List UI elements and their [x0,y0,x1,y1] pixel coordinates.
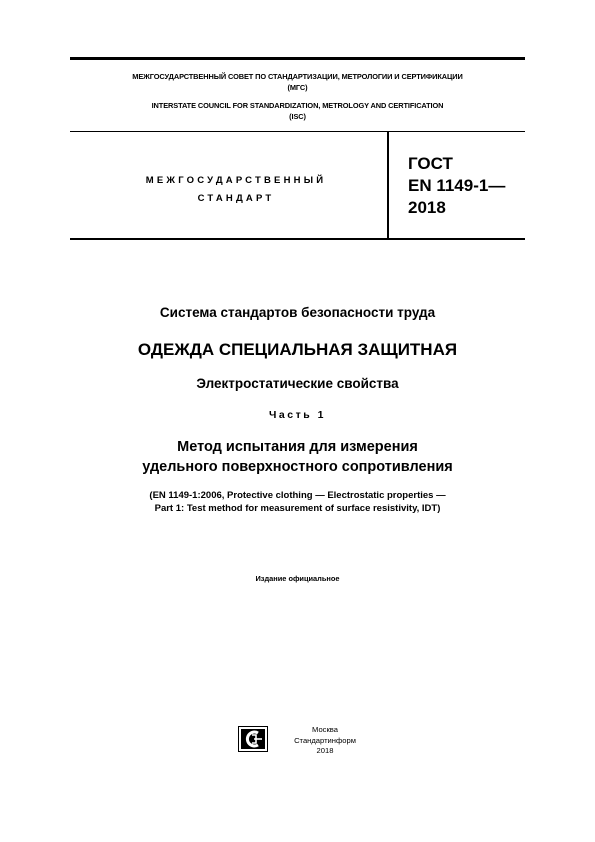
part-label: Часть 1 [269,409,326,421]
council-en-line1: INTERSTATE COUNCIL FOR STANDARDIZATION, METROLOGY AND CERTIFICATION [151,101,444,110]
gost-line2: EN 1149-1— [408,176,506,195]
ref-line2: Part 1: Test method for measurement of surface resistivity, IDT) [154,502,441,514]
gost-line3: 2018 [408,198,446,217]
system-title: Система стандартов безопасности труда [159,305,436,320]
official-edition: Издание официальное [255,574,340,583]
council-name-ru [70,72,525,93]
imprint-city: Москва [312,725,338,734]
ref-line1: (EN 1149-1:2006, Protective clothing — Electrostatic properties — [149,490,446,501]
imprint-year: 2018 [316,746,334,755]
standartinform-logo-icon [238,726,268,752]
standard-type-line1: МЕЖГОСУДАРСТВЕННЫЙ [145,175,327,186]
standard-type-line2: СТАНДАРТ [197,193,275,204]
council-ru-line1: МЕЖГОСУДАРСТВЕННЫЙ СОВЕТ ПО СТАНДАРТИЗАЦИИ, МЕТРОЛОГИИ И СЕРТИФИКАЦИИ [132,72,463,81]
top-rule [70,57,525,60]
method-line2: удельного поверхностного сопротивления [142,459,453,475]
subtitle: Электростатические свойства [196,376,399,391]
standard-type [105,172,367,208]
method-title [70,437,525,477]
method-line1: Метод испытания для измерения [177,439,418,455]
council-en-line2: (ISC) [289,111,306,121]
main-title: ОДЕЖДА СПЕЦИАЛЬНАЯ ЗАЩИТНАЯ [137,340,458,359]
gost-line1: ГОСТ [408,154,453,173]
imprint [280,725,370,757]
middle-rule [70,131,525,132]
vertical-divider [387,132,389,238]
gost-designation [408,153,505,219]
council-ru-line2: (МГС) [287,82,308,92]
bottom-rule [70,238,525,240]
en-reference [70,490,525,515]
council-name-en [70,101,525,122]
imprint-publisher: Стандартинформ [294,735,356,745]
